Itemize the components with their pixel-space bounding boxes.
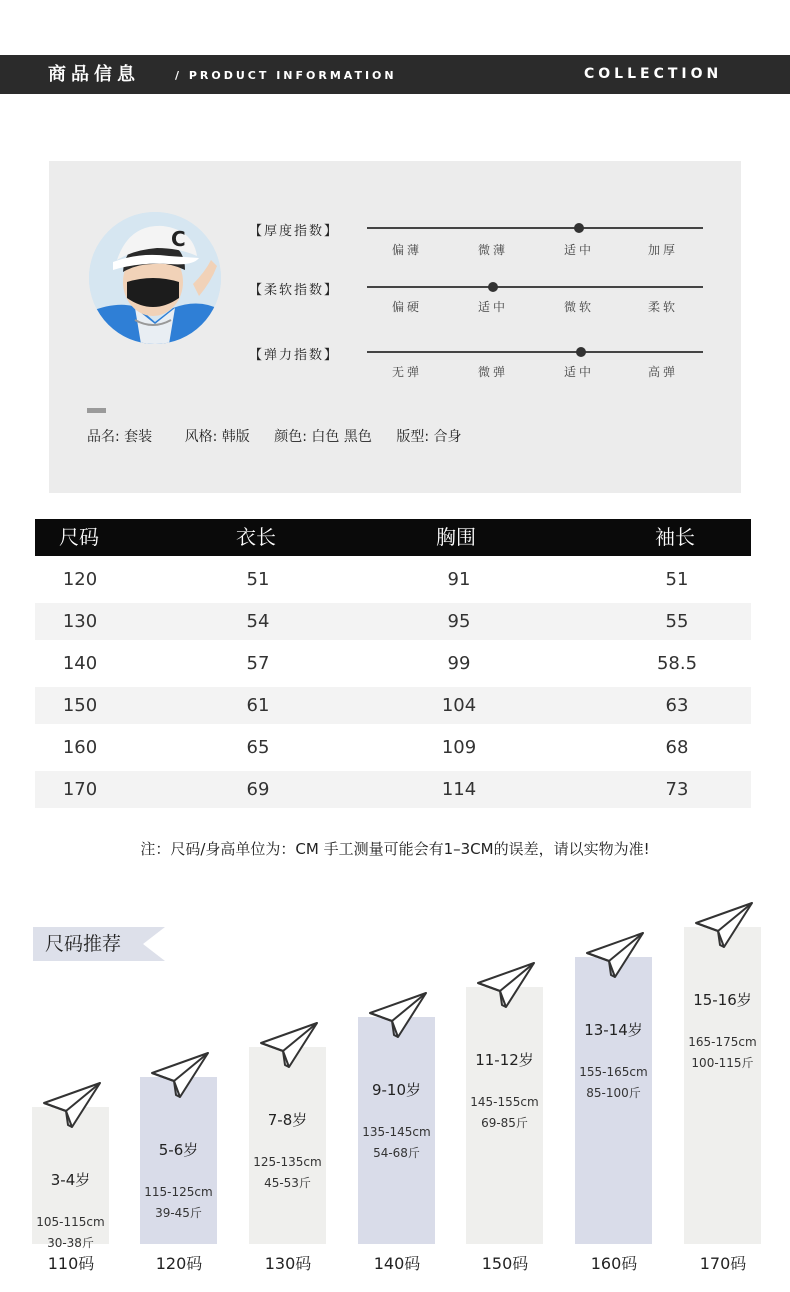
size-bar bbox=[466, 987, 543, 1244]
bar-height-range: 115-125cm bbox=[144, 1185, 213, 1199]
size-code-label: 130码 bbox=[264, 1254, 312, 1273]
cell-sleeve: 58.5 bbox=[656, 653, 698, 674]
bar-age-label: 5-6岁 bbox=[158, 1141, 199, 1159]
elasticity-index-marker bbox=[576, 347, 586, 357]
cell-chest: 91 bbox=[447, 569, 471, 590]
bar-height-range: 135-145cm bbox=[362, 1125, 431, 1139]
softness-option: 适中 bbox=[477, 300, 508, 314]
col-size: 尺码 bbox=[59, 525, 99, 549]
cell-size: 140 bbox=[62, 653, 98, 674]
divider-dash bbox=[87, 408, 106, 413]
cell-length: 51 bbox=[246, 569, 270, 590]
size-bar bbox=[140, 1077, 217, 1244]
paper-plane-icon bbox=[476, 961, 536, 1009]
col-sleeve: 袖长 bbox=[655, 525, 695, 549]
recommendation-tag-notch bbox=[143, 927, 165, 961]
elasticity-index-label: 【弹力指数】 bbox=[249, 348, 340, 363]
paper-plane-icon bbox=[585, 931, 645, 979]
thickness-index-line bbox=[367, 227, 703, 229]
softness-option: 柔软 bbox=[647, 300, 678, 314]
header-bar bbox=[0, 55, 790, 94]
size-bar bbox=[684, 927, 761, 1244]
bar-age-label: 11-12岁 bbox=[475, 1051, 534, 1069]
cell-sleeve: 68 bbox=[665, 737, 689, 758]
size-code-label: 120码 bbox=[155, 1254, 203, 1273]
recommendation-title: 尺码推荐 bbox=[45, 933, 122, 955]
elasticity-option: 无弹 bbox=[391, 365, 422, 379]
thickness-option: 适中 bbox=[563, 243, 594, 257]
paper-plane-icon bbox=[368, 991, 428, 1039]
softness-index-label: 【柔软指数】 bbox=[249, 283, 340, 298]
table-row bbox=[35, 729, 751, 766]
bar-age-label: 3-4岁 bbox=[50, 1171, 91, 1189]
table-row bbox=[35, 771, 751, 808]
bar-age-label: 7-8岁 bbox=[267, 1111, 308, 1129]
size-code-label: 140码 bbox=[373, 1254, 421, 1273]
attr-name: 品名: 套装 bbox=[87, 429, 153, 445]
cell-size: 150 bbox=[62, 695, 98, 716]
bar-height-range: 155-165cm bbox=[579, 1065, 648, 1079]
bar-weight-range: 54-68斤 bbox=[373, 1146, 420, 1160]
boy-photo-icon bbox=[89, 212, 221, 344]
table-row bbox=[35, 603, 751, 640]
cell-size: 120 bbox=[62, 569, 98, 590]
cell-chest: 109 bbox=[441, 737, 477, 758]
bar-weight-range: 85-100斤 bbox=[586, 1086, 641, 1100]
bar-age-label: 15-16岁 bbox=[693, 991, 752, 1009]
bar-age-label: 13-14岁 bbox=[584, 1021, 643, 1039]
header-collection: COLLECTION bbox=[584, 66, 723, 82]
cell-length: 61 bbox=[246, 695, 270, 716]
elasticity-option: 适中 bbox=[563, 365, 594, 379]
bar-weight-range: 100-115斤 bbox=[691, 1056, 754, 1070]
attr-style: 风格: 韩版 bbox=[184, 429, 250, 445]
cell-chest: 104 bbox=[441, 695, 477, 716]
cell-chest: 95 bbox=[447, 611, 471, 632]
elasticity-index-line bbox=[367, 351, 703, 353]
thickness-index-marker bbox=[574, 223, 584, 233]
size-code-label: 150码 bbox=[481, 1254, 529, 1273]
thickness-index-label: 【厚度指数】 bbox=[249, 224, 340, 239]
bar-height-range: 105-115cm bbox=[36, 1215, 105, 1229]
model-photo bbox=[89, 212, 221, 344]
cell-sleeve: 63 bbox=[665, 695, 689, 716]
paper-plane-icon bbox=[42, 1081, 102, 1129]
table-row bbox=[35, 687, 751, 724]
product-attributes bbox=[87, 426, 490, 446]
cell-length: 57 bbox=[246, 653, 270, 674]
cell-sleeve: 55 bbox=[665, 611, 689, 632]
bar-age-label: 9-10岁 bbox=[371, 1081, 422, 1099]
size-bar bbox=[249, 1047, 326, 1244]
table-row bbox=[35, 561, 751, 598]
cell-size: 170 bbox=[62, 779, 98, 800]
paper-plane-icon bbox=[150, 1051, 210, 1099]
softness-option: 偏硬 bbox=[391, 300, 422, 314]
bar-height-range: 125-135cm bbox=[253, 1155, 322, 1169]
softness-index-line bbox=[367, 286, 703, 288]
cell-length: 65 bbox=[246, 737, 270, 758]
col-chest: 胸围 bbox=[436, 525, 476, 549]
bar-height-range: 145-155cm bbox=[470, 1095, 539, 1109]
bar-weight-range: 30-38斤 bbox=[47, 1236, 94, 1250]
bar-height-range: 165-175cm bbox=[688, 1035, 757, 1049]
size-code-label: 110码 bbox=[47, 1254, 95, 1273]
elasticity-option: 高弹 bbox=[647, 365, 678, 379]
cell-length: 69 bbox=[246, 779, 270, 800]
cell-size: 160 bbox=[62, 737, 98, 758]
bar-weight-range: 45-53斤 bbox=[264, 1176, 311, 1190]
cell-chest: 99 bbox=[447, 653, 471, 674]
size-code-label: 170码 bbox=[699, 1254, 747, 1273]
cell-size: 130 bbox=[62, 611, 98, 632]
attr-color: 颜色: 白色 黑色 bbox=[274, 429, 372, 445]
attr-fit: 版型: 合身 bbox=[396, 429, 462, 445]
elasticity-option: 微弹 bbox=[477, 365, 508, 379]
product-info-panel bbox=[49, 161, 741, 493]
thickness-option: 加厚 bbox=[647, 243, 678, 257]
bar-weight-range: 69-85斤 bbox=[481, 1116, 528, 1130]
measurement-note: 注：尺码/身高单位为：CM 手工测量可能会有1–3CM的误差，请以实物为准! bbox=[140, 840, 650, 858]
size-code-label: 160码 bbox=[590, 1254, 638, 1273]
paper-plane-icon bbox=[694, 901, 754, 949]
col-length: 衣长 bbox=[236, 525, 276, 549]
table-row bbox=[35, 645, 751, 682]
softness-index-marker bbox=[488, 282, 498, 292]
size-bar bbox=[358, 1017, 435, 1244]
cell-length: 54 bbox=[246, 611, 270, 632]
softness-option: 微软 bbox=[563, 300, 594, 314]
bar-weight-range: 39-45斤 bbox=[155, 1206, 202, 1220]
thickness-option: 微薄 bbox=[477, 243, 508, 257]
cell-chest: 114 bbox=[441, 779, 477, 800]
header-title-cn: 商品信息 bbox=[48, 64, 140, 85]
cell-sleeve: 73 bbox=[665, 779, 689, 800]
cell-sleeve: 51 bbox=[665, 569, 689, 590]
size-bar bbox=[575, 957, 652, 1244]
svg-text:C: C bbox=[171, 227, 186, 251]
thickness-option: 偏薄 bbox=[391, 243, 422, 257]
size-table-header bbox=[35, 519, 751, 556]
header-title-en: / PRODUCT INFORMATION bbox=[175, 69, 397, 82]
paper-plane-icon bbox=[259, 1021, 319, 1069]
